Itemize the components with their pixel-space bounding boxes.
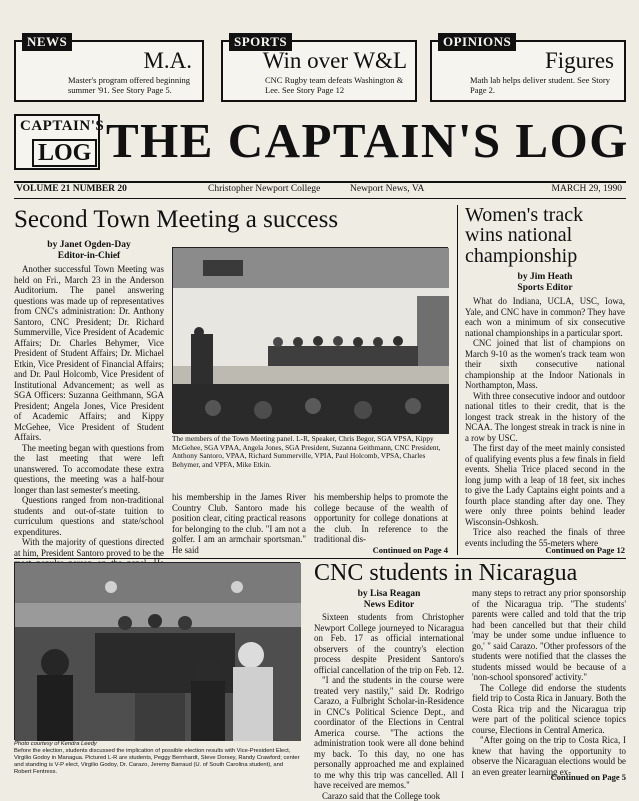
nicaragua-col1: Sixteen students from Christopher Newport College journeyed to Nicaragua on Feb. 17 as official international observers of the country's election process despite President Santoro's official cancellation of the trip on Feb. 12. "I and the students in the course were treated very nastily," said Dr. Rodrigo Carazo, a Fulbright Scholar-in-Residence in CNC's Political Science Dept., and coordinator of the Elections in Central America course. "The actions the administration took were all done behind my back. To this day, no one has personally approached me and explained to me why this trip was cancelled. All I have received are memos." Carazo said that the College took bbox=[314, 612, 464, 801]
town-meeting-continued[interactable]: Continued on Page 4 bbox=[372, 545, 448, 555]
nicaragua-photo-caption: Before the election, students discussed the implication of possible election results with Vice-President Elect, Virgilio Godoy in Managua. Pictured L-R are students, Peggy Bernhardt, Steve Dorsey, Randy Crawford; center and standing is V-P elect, Virgilio Godoy, Dr. Carazo, Jeremy Barraud (U. of South Carolina student), and Robert Fentress. bbox=[14, 748, 300, 775]
nicaragua-headline[interactable]: CNC students in Nicaragua bbox=[314, 560, 578, 586]
college-name: Christopher Newport College bbox=[208, 184, 321, 194]
news-teaser-text: Master's program offered beginning summer '91. See Story Page 5. bbox=[68, 75, 190, 95]
nicaragua-photo[interactable] bbox=[14, 562, 300, 740]
track-continued[interactable]: Continued on Page 12 bbox=[545, 545, 625, 555]
news-teaser-title: M.A. bbox=[143, 48, 192, 73]
nicaragua-byline bbox=[314, 589, 464, 611]
track-byline-title: Sports Editor bbox=[517, 283, 573, 293]
nicaragua-photo-credit: Photo courtesy of Kendra Leedy bbox=[14, 741, 97, 747]
masthead-logo[interactable] bbox=[14, 114, 105, 170]
byline-name: by Janet Ogden-Day bbox=[47, 240, 131, 250]
track-byline-name: by Jim Heath bbox=[517, 272, 573, 282]
town-meeting-byline bbox=[14, 240, 164, 262]
news-teaser[interactable] bbox=[14, 34, 204, 102]
nicaragua-byline-name: by Lisa Reagan bbox=[357, 589, 421, 599]
town-meeting-headline[interactable]: Second Town Meeting a success bbox=[14, 206, 339, 233]
dateline bbox=[14, 184, 626, 197]
nicaragua-byline-title: News Editor bbox=[363, 600, 415, 610]
track-body: What do Indiana, UCLA, USC, Iowa, Yale, and CNC have in common? They have each won a minimum of six consecutive national championships in a particular sport. CNC joined that list of champions on March 9-10 as the women's track team won their sixth consecutive national championship at the Indoor Nationals in Northampton, Mass. With three consecutive indoor and outdoor national titles to their credit, that is the longest track streak in the history of the NCAA. The longest streak in track is nine in a row by USC. The first day of the meet mainly consisted of qualifying events plus a few finals in field events. Shelia Trice placed second in the long jump with a leap of 18 feet, six inches to give the Lady Captains eight points and a fourth place standing after day one. They were only three points behind leader Wisconsin-Oshkosh. Trice also reached the finals of three events including the 55-meters where bbox=[465, 296, 625, 548]
news-teaser-label: NEWS bbox=[22, 33, 72, 51]
town-meeting-col3: his membership helps to promote the college because of the wealth of opportunity for college donations at the club. In reference to the traditional dis- bbox=[314, 492, 448, 544]
opinions-teaser-text: Math lab helps deliver student. See Story Page 2. bbox=[470, 75, 610, 95]
town-meeting-col2: his membership in the James River Country Club. Santoro made his position clear, citing practical reasons for belonging to the club. "I am not a golfer. I am an armchair sportsman." He said bbox=[172, 492, 306, 555]
town-meeting-col1: Another successful Town Meeting was held on Fri., March 23 in the Anderson Auditorium. The panel answering questions was made up of representatives from CNC's administration: Dr. Anthony Santoro, CNC President; Dr. Richard Summerville, Vice President of Academic Affairs; Dr. Charles Behymer, Vice President of Student Affairs; Dr. Michael Etkin, Vice President of Financial Affairs; and Dr. Paul Holcomb, Vice President of Institutional Advancement; as well as SGA Officers: Suzanna Geithmann, SGA President; Angela Jones, Vice President of Academic Affairs; and Kippy McGehee, Vice President of Student Affairs. The meeting began with questions from the last meeting that were left unanswered. To accomodate these extra questions, the meeting was a half-hour longer than last semester's meeting. Questions ranged from non-traditional students and out-of-state tuition to curriculum questions and state/school expenditures. With the majority of questions directed at him, President Santoro proved to be the bbox=[14, 264, 164, 558]
byline-title: Editor-in-Chief bbox=[57, 251, 121, 261]
opinions-teaser[interactable] bbox=[430, 34, 626, 102]
meeting-photo-graphic bbox=[15, 563, 301, 741]
nicaragua-continued[interactable]: Continued on Page 5 bbox=[550, 772, 626, 782]
opinions-teaser-label: OPINIONS bbox=[438, 33, 516, 51]
sports-teaser[interactable] bbox=[221, 34, 417, 102]
issue-date: MARCH 29, 1990 bbox=[551, 184, 622, 194]
track-byline bbox=[465, 272, 625, 294]
town-meeting-photo[interactable] bbox=[172, 247, 448, 433]
logo-line1: CAPTAIN'S bbox=[20, 118, 105, 134]
nicaragua-col2: many steps to retract any prior sponsorship of the Nicaragua trip. "The students' parents were called and told that the trip had been cancelled but that their child 'may be under some undue influence to go,' " said Carazo. "Other professors of the students were notified that the classes the students missed would be because of a 'non-school sponsored' activity." The College did endorse the students field trip to Costa Rica in January. Both the Costa Rica trip and the Nicaragua trip were part of the political science topics course, Elections in Central America. "After going on the trip to Costa Rica, I knew that having the opportunity to observe the Nicaraguan elections would be an even greater learning ex- bbox=[472, 588, 626, 777]
town-meeting-caption: The members of the Town Meeting panel. L-R, Speaker, Chris Begor, SGA VPSA, Kippy McGehee, SGA VPAA, Angela Jones, SGA President, Suzanna Geithmann, CNC President, Anthony Santoro, VPAA, Richard Summerville, VPIA, Paul Holcomb, VPSA, Charles Behymer, and VPFA, Mike Etkin. bbox=[172, 434, 441, 469]
city-name: Newport News, VA bbox=[350, 184, 425, 194]
sports-teaser-title: Win over W&L bbox=[262, 48, 407, 73]
logo-line2: LOG bbox=[32, 139, 97, 167]
volume-number: VOLUME 21 NUMBER 20 bbox=[16, 184, 127, 194]
track-headline[interactable]: Women's track wins national championship bbox=[465, 204, 584, 267]
masthead-title: THE CAPTAIN'S LOG bbox=[106, 113, 629, 168]
sports-teaser-text: CNC Rugby team defeats Washington & Lee. See Story Page 12 bbox=[265, 75, 404, 95]
opinions-teaser-title: Figures bbox=[545, 48, 614, 73]
auditorium-photo-graphic bbox=[173, 248, 449, 434]
sports-teaser-label: SPORTS bbox=[229, 33, 292, 51]
